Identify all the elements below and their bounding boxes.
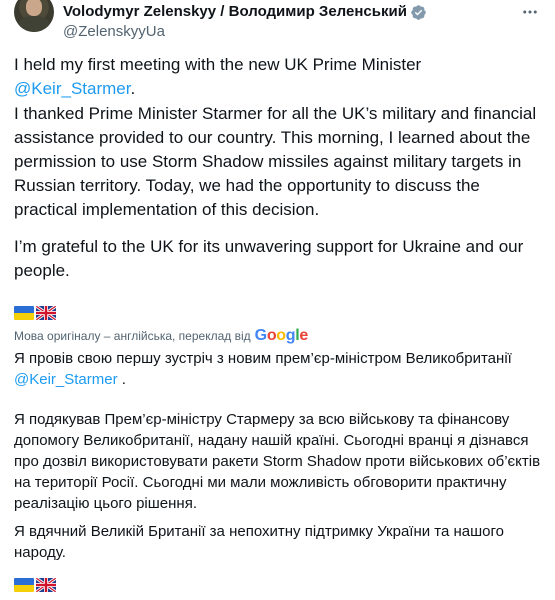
- uk-flag-icon: [36, 306, 56, 320]
- ukraine-flag-icon: [14, 578, 34, 592]
- avatar-shirt: [18, 16, 50, 32]
- uk-flag-icon: [36, 578, 56, 592]
- tweet-paragraph-1: [14, 53, 544, 101]
- translated-paragraph-1: [14, 348, 544, 390]
- verified-badge-icon: [410, 4, 427, 21]
- translated-paragraph-3: Я вдячний Великій Британії за непохитну підтримку України та нашого народу.: [14, 523, 504, 561]
- author-avatar[interactable]: [14, 0, 54, 32]
- translation-note: [14, 327, 308, 345]
- google-letter-2: o: [266, 327, 277, 344]
- author-display-name[interactable]: [63, 3, 427, 21]
- avatar-face: [26, 0, 42, 16]
- tweet-paragraph-3: I’m grateful to the UK for its unwavering support for Ukraine and our people.: [14, 237, 524, 280]
- google-logo[interactable]: [255, 327, 308, 345]
- translated-p1-end: .: [117, 371, 126, 388]
- flags-row-translated: [14, 578, 56, 592]
- more-dots-icon: [521, 3, 539, 21]
- ukraine-flag-icon: [14, 306, 34, 320]
- google-letter-1: G: [254, 327, 267, 344]
- tweet-paragraph-2: I thanked Prime Minister Starmer for all the UK’s military and financial assistance provided to our country. This morning, I learned about the permission to use Storm Shadow missiles against military targets in Russian territory. Today, we had the opportunity to discuss the practical implementation of this decision.: [14, 104, 537, 219]
- flags-row-original: [14, 306, 56, 320]
- google-letter-4: g: [285, 327, 296, 344]
- more-options-icon[interactable]: [517, 2, 543, 22]
- tweet-p1-text: I held my first meeting with the new UK Prime Minister: [14, 55, 422, 74]
- translated-paragraph-2: Я подякував Прем’єр-міністру Стармеру за всю військову та фінансову допомогу Великобританії, надану нашій країні. Сьогодні вранці я дізнався про дозвіл використовувати ракети Storm Shadow проти військових об’єктів на території Росії. Сьогодні ми мали можливість обговорити практичну реалізацію цього рішення.: [14, 411, 541, 512]
- google-letter-6: e: [299, 327, 309, 344]
- author-name-text: Volodymyr Zelenskyy / Володимир Зеленський: [63, 3, 407, 20]
- translated-mention-link[interactable]: @Keir_Starmer: [14, 371, 118, 388]
- google-letter-3: o: [276, 327, 286, 344]
- translation-note-text: Мова оригіналу – англійська, переклад від: [14, 329, 251, 343]
- author-handle[interactable]: @ZelenskyyUa: [63, 23, 165, 40]
- google-letter-5: l: [295, 327, 300, 344]
- tweet-p1-end: .: [130, 79, 136, 98]
- translated-p1-text: Я провів свою першу зустріч з новим прем’єр-міністром Великобританії: [14, 350, 512, 367]
- mention-link[interactable]: @Keir_Starmer: [14, 79, 131, 98]
